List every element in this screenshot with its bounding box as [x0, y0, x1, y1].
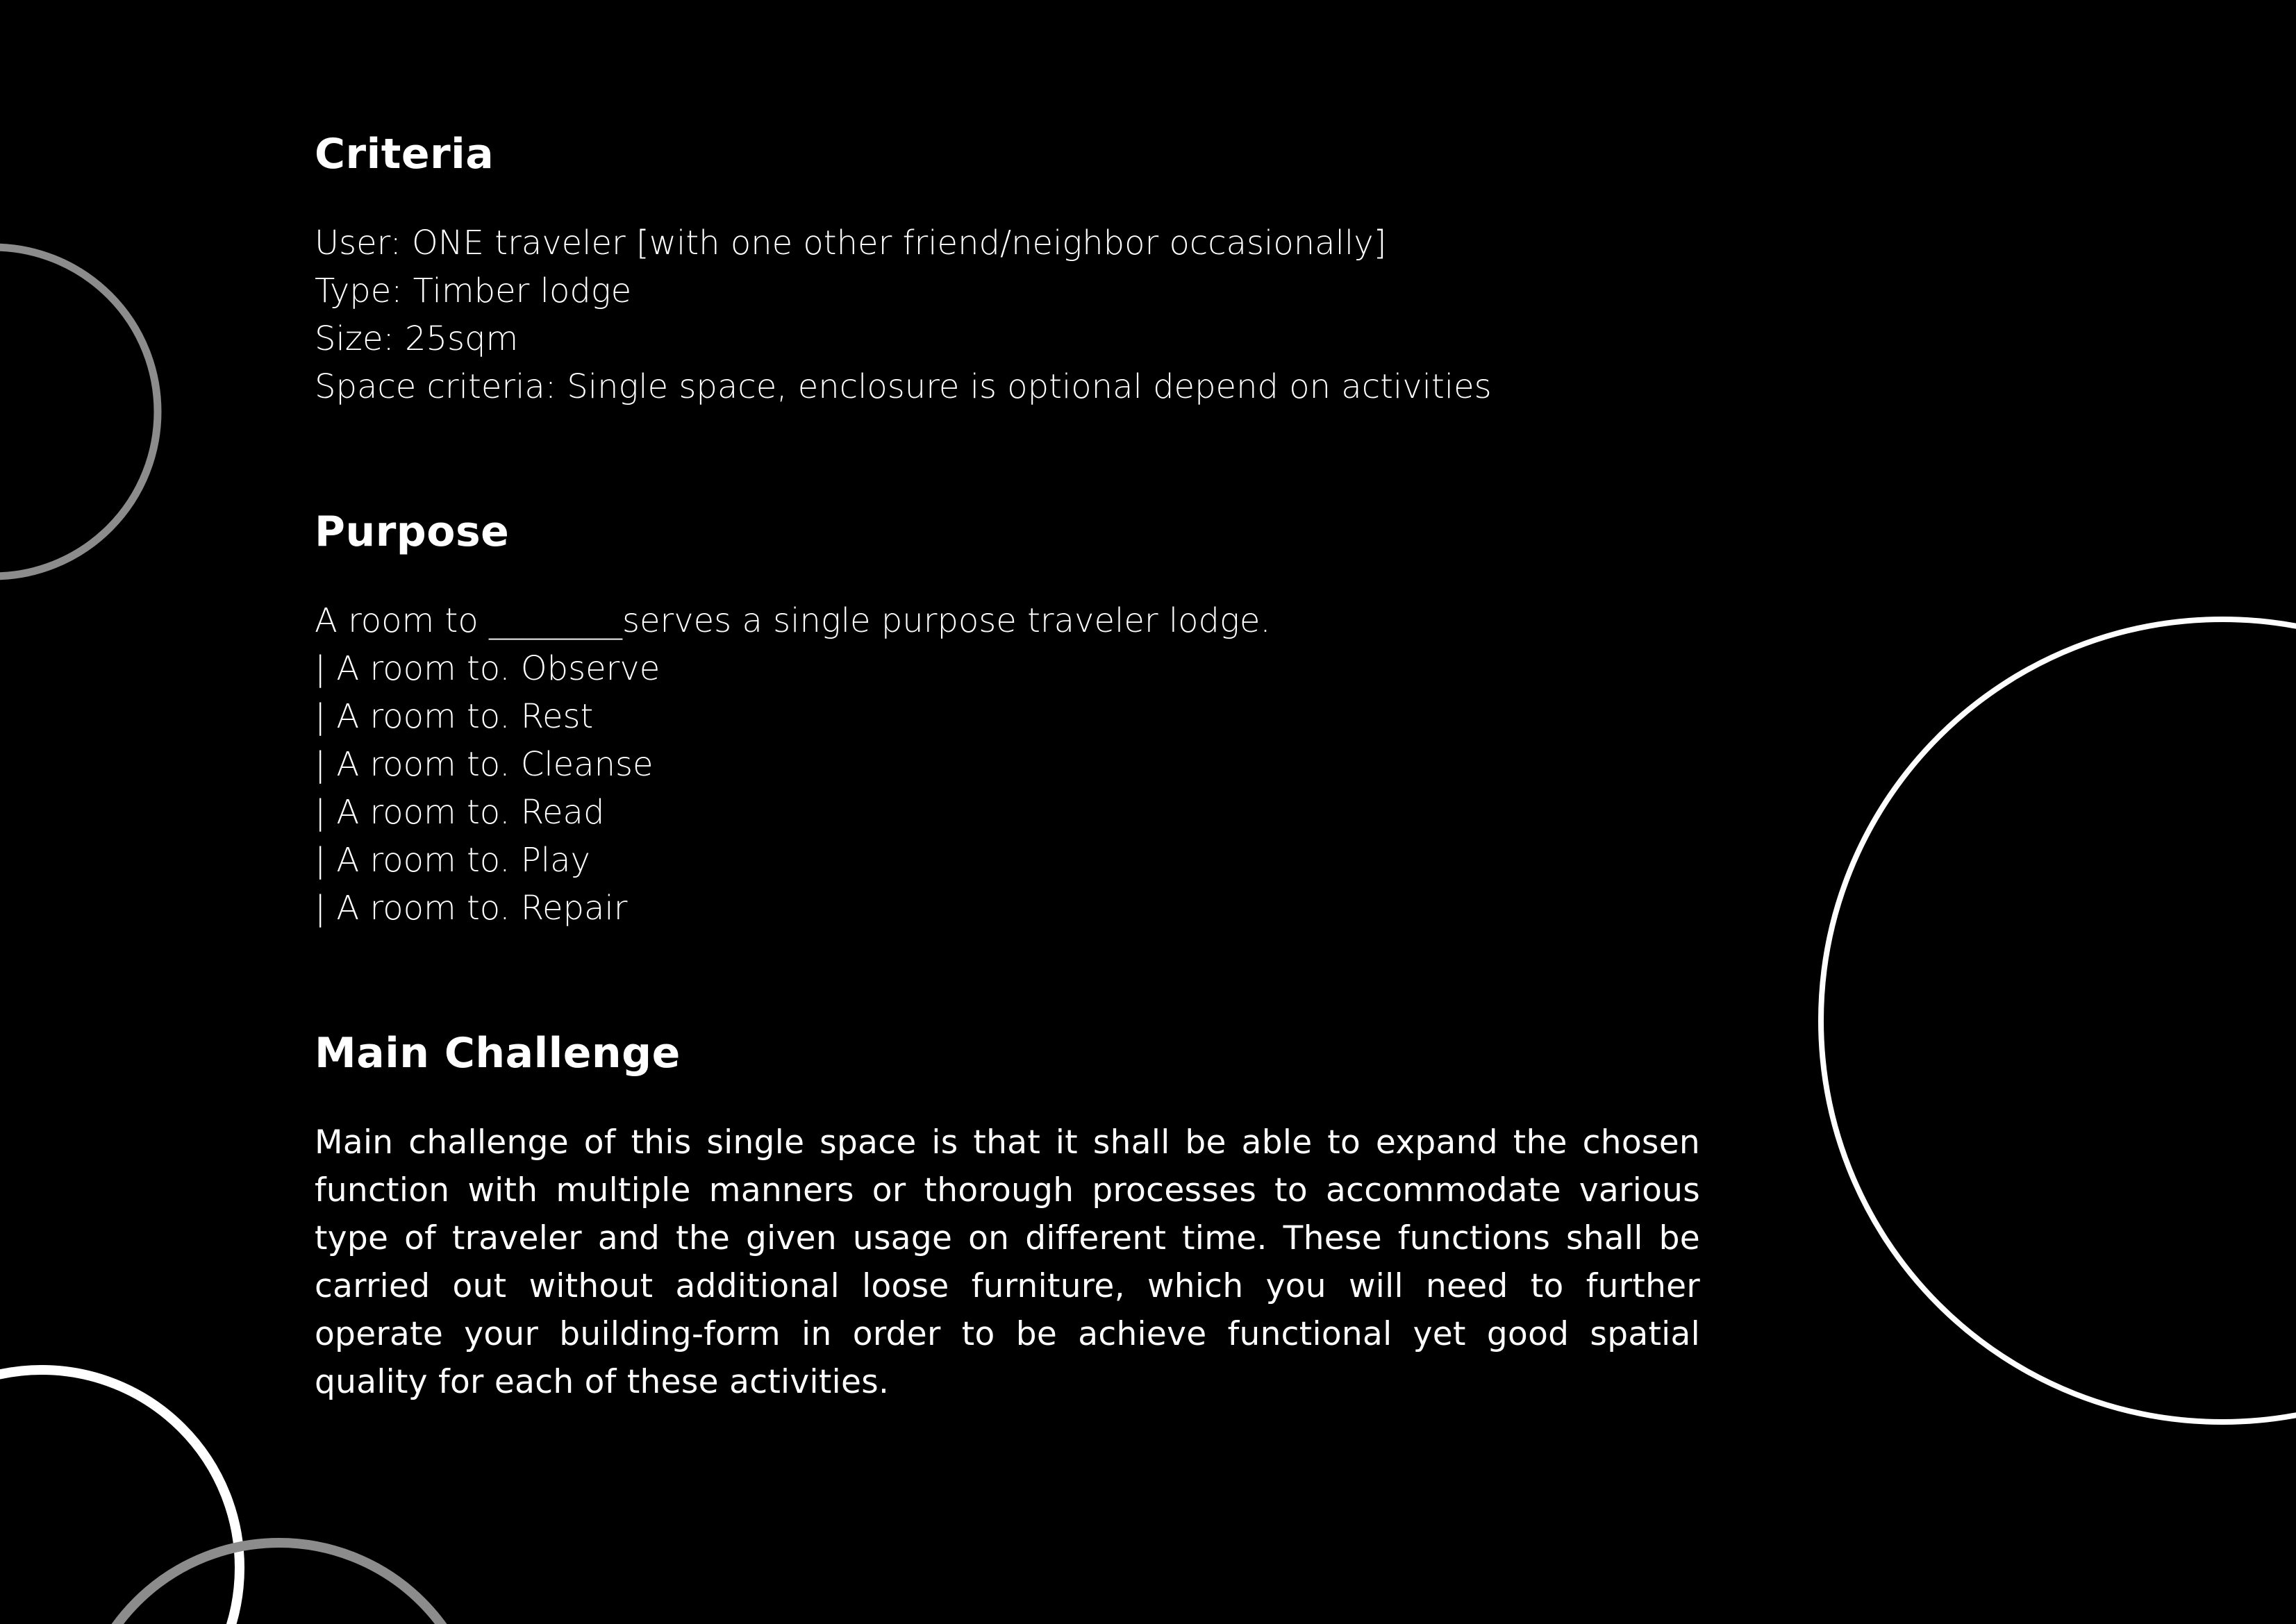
purpose-section	[315, 503, 1704, 932]
criteria-size: Size: 25sqm	[315, 319, 519, 358]
purpose-item-read: | A room to. Read	[315, 793, 605, 832]
purpose-item-repair: | A room to. Repair	[315, 889, 628, 928]
purpose-item-observe: | A room to. Observe	[315, 649, 660, 688]
criteria-section	[315, 125, 1704, 411]
criteria-list	[315, 219, 1704, 411]
purpose-item-play: | A room to. Play	[315, 841, 590, 880]
criteria-title: Criteria	[315, 130, 494, 178]
criteria-user: User: ONE traveler [with one other friend/neighbor occasionally]	[315, 224, 1387, 262]
main-challenge-section	[315, 1024, 1704, 1406]
criteria-type: Type: Timber lodge	[315, 271, 632, 310]
purpose-item-rest: | A room to. Rest	[315, 697, 594, 736]
criteria-space: Space criteria: Single space, enclosure is optional depend on activities	[315, 367, 1492, 406]
purpose-list	[315, 597, 1704, 932]
document-content	[315, 125, 1704, 1406]
circle-right-white	[1821, 619, 2296, 1422]
circle-bottom-gray	[78, 1543, 481, 1624]
main-challenge-title: Main Challenge	[315, 1029, 681, 1078]
purpose-item-cleanse: | A room to. Cleanse	[315, 745, 654, 784]
purpose-intro: A room to ________serves a single purpose traveler lodge.	[315, 601, 1271, 640]
circle-bottom-left-white	[0, 1370, 240, 1624]
circle-left-gray	[0, 247, 158, 576]
purpose-title: Purpose	[315, 508, 510, 556]
main-challenge-body: Main challenge of this single space is that it shall be able to expand the chosen function with multiple manners or thorough processes to accommodate various type of traveler and the given usage on different time. These functions shall be carried out without additional loose furniture, which you will need to further operate your building-form in order to be achieve functional yet good spatial quality for each of these activities.	[315, 1123, 1700, 1401]
